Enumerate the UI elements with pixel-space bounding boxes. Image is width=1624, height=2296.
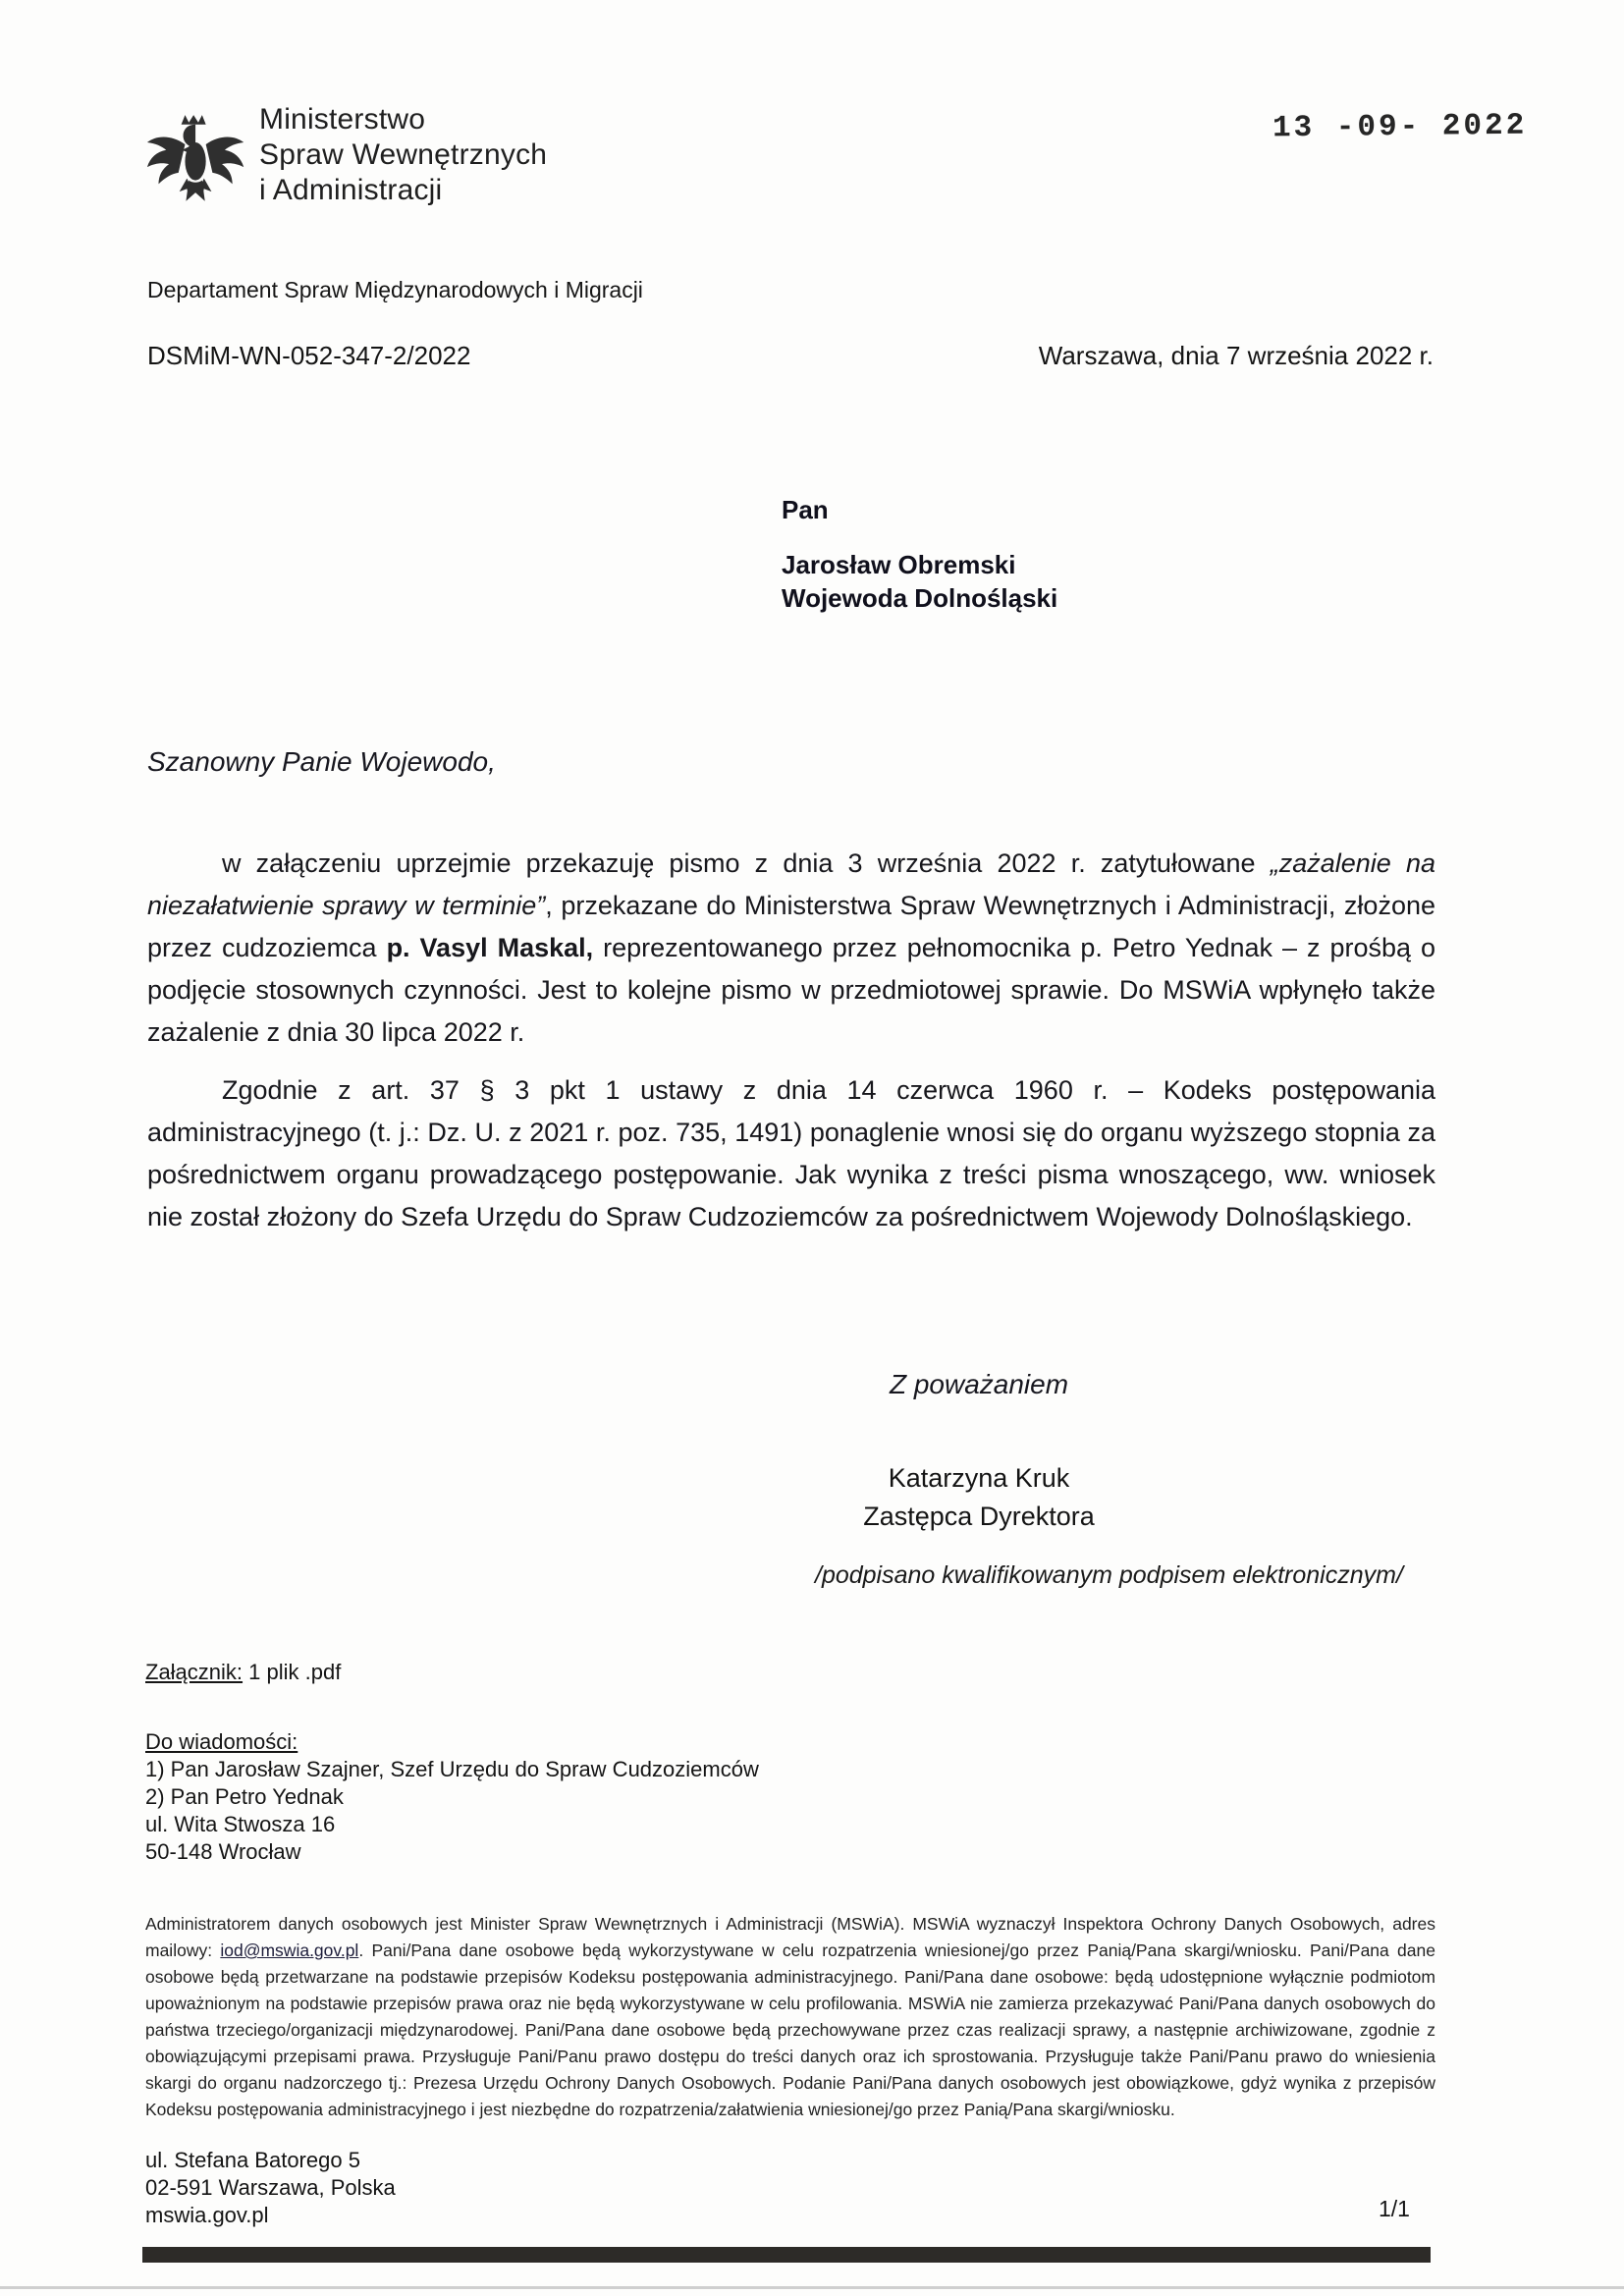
greeting: Szanowny Panie Wojewodo, (147, 746, 496, 777)
privacy-notice (145, 1911, 1435, 2123)
cc-item: 50-148 Wrocław (145, 1839, 301, 1864)
ministry-address-block (145, 2147, 396, 2229)
privacy-text: Administratorem danych osobowych jest Minister Spraw Wewnętrznych i Administracji (MSWiA). MSWiA wyznaczył Inspektora Ochrony Danych Osobowych, adres mailowy: (145, 1914, 1435, 1960)
valediction: Z poważaniem (889, 1369, 1069, 1399)
signer-name: Katarzyna Kruk (888, 1463, 1070, 1493)
ministry-website: mswia.gov.pl (145, 2203, 269, 2227)
privacy-text: . Pani/Pana dane osobowe będą wykorzystywane w celu rozpatrzenia wniesionej/go przez Panią/Pana skargi/wniosku. Pani/Pana dane osobowe będą przetwarzane na podstawie przepisów Kodeksu postępowania administracyjnego. Pani/Pana dane osobowe: będą udostępnione wyłącznie podmiotom upoważnionym na podstawie przepisów prawa oraz nie będą wykorzystywane w celu profilowania. MSWiA nie zamierza przekazywać Pani/Pana danych osobowych do państwa trzeciego/organizacji międzynarodowej. Pani/Pana dane osobowe będą przechowywane przez czas realizacji sprawy, a następnie archiwizowane, zgodnie z obowiązującymi przepisami prawa. Przysługuje Pani/Panu prawo dostępu do treści danych oraz ich sprostowania. Przysługuje także Pani/Panu prawo do wniesienia skargi do organu nadzorczego tj.: Prezesa Urzędu Ochrony Danych Osobowych. Podanie Pani/Pana danych osobowych jest obowiązkowe, gdyż wynika z przepisów Kodeksu postępowania administracyjnego i jest niezbędne do rozpatrzenia/załatwienia wniesionej/go przez Panią/Pana skargi/wniosku. (145, 1941, 1435, 2119)
department-name: Departament Spraw Międzynarodowych i Migracji (147, 277, 643, 302)
cc-item: ul. Wita Stwosza 16 (145, 1812, 336, 1836)
addressee-title: Wojewoda Dolnośląski (782, 583, 1058, 613)
addressee-honorific: Pan (782, 495, 829, 524)
page-number: 1/1 (1379, 2196, 1410, 2221)
p1-text: w załączeniu uprzejmie przekazuję pismo z dnia 3 września 2022 r. zatytułowane (222, 848, 1271, 878)
addressee-block (782, 493, 1057, 615)
cc-block (145, 1728, 759, 1866)
letter-body (147, 843, 1435, 1254)
ministry-name-line1: Ministerstwo (259, 103, 426, 136)
paragraph-1 (147, 843, 1435, 1054)
reference-number: DSMiM-WN-052-347-2/2022 (147, 341, 471, 370)
signer-title: Zastępca Dyrektora (863, 1502, 1095, 1531)
cc-item: 2) Pan Petro Yednak (145, 1784, 344, 1809)
cc-label: Do wiadomości: (145, 1729, 298, 1754)
polish-eagle-emblem-icon (145, 110, 249, 228)
electronic-signature-note: /podpisano kwalifikowanym podpisem elektronicznym/ (815, 1561, 1403, 1589)
place-and-date: Warszawa, dnia 7 września 2022 r. (1038, 341, 1434, 370)
attachment-value: 1 plik .pdf (243, 1660, 342, 1684)
ministry-name (259, 102, 547, 208)
scan-edge-line (0, 2286, 1624, 2289)
p1-text: , przekazane do Ministerstwa Spraw Wewnętrznych i Administracji, złożone przez cudzoziemca (147, 891, 1435, 962)
paragraph-2: Zgodnie z art. 37 § 3 pkt 1 ustawy z dnia 14 czerwca 1960 r. – Kodeks postępowania administracyjnego (t. j.: Dz. U. z 2021 r. poz. 735, 1491) ponaglenie wnosi się do organu wyższego stopnia za pośrednictwem organu prowadzącego postępowanie. Jak wynika z treści pisma wnoszącego, ww. wniosek nie został złożony do Szefa Urzędu do Spraw Cudzoziemców za pośrednictwem Wojewody Dolnośląskiego. (147, 1075, 1435, 1231)
scan-artifact-bar (142, 2247, 1431, 2263)
addressee-name: Jarosław Obremski (782, 550, 1016, 579)
address-city: 02-591 Warszawa, Polska (145, 2175, 396, 2200)
signer-block (748, 1459, 1210, 1536)
privacy-email: iod@mswia.gov.pl (220, 1941, 359, 1960)
cc-item: 1) Pan Jarosław Szajner, Szef Urzędu do Spraw Cudzoziemców (145, 1757, 759, 1781)
ministry-name-line2: Spraw Wewnętrznych (259, 138, 548, 171)
attachment-line (145, 1660, 341, 1685)
attachment-label: Załącznik: (145, 1660, 244, 1684)
received-date-stamp: 13 -09- 2022 (1272, 108, 1528, 146)
p1-text: reprezentowanego przez pełnomocnika p. Petro Yednak – z prośbą o podjęcie stosownych czynności. Jest to kolejne pismo w przedmiotowej sprawie. Do MSWiA wpłynęło także zażalenie z dnia 30 lipca 2022 r. (147, 933, 1436, 1047)
p1-foreigner-name: p. Vasyl Maskal, (386, 933, 594, 962)
address-street: ul. Stefana Batorego 5 (145, 2148, 360, 2172)
ministry-name-line3: i Administracji (259, 174, 443, 206)
p1-quoted-title: „zażalenie na niezałatwienie sprawy w terminie” (147, 848, 1435, 920)
